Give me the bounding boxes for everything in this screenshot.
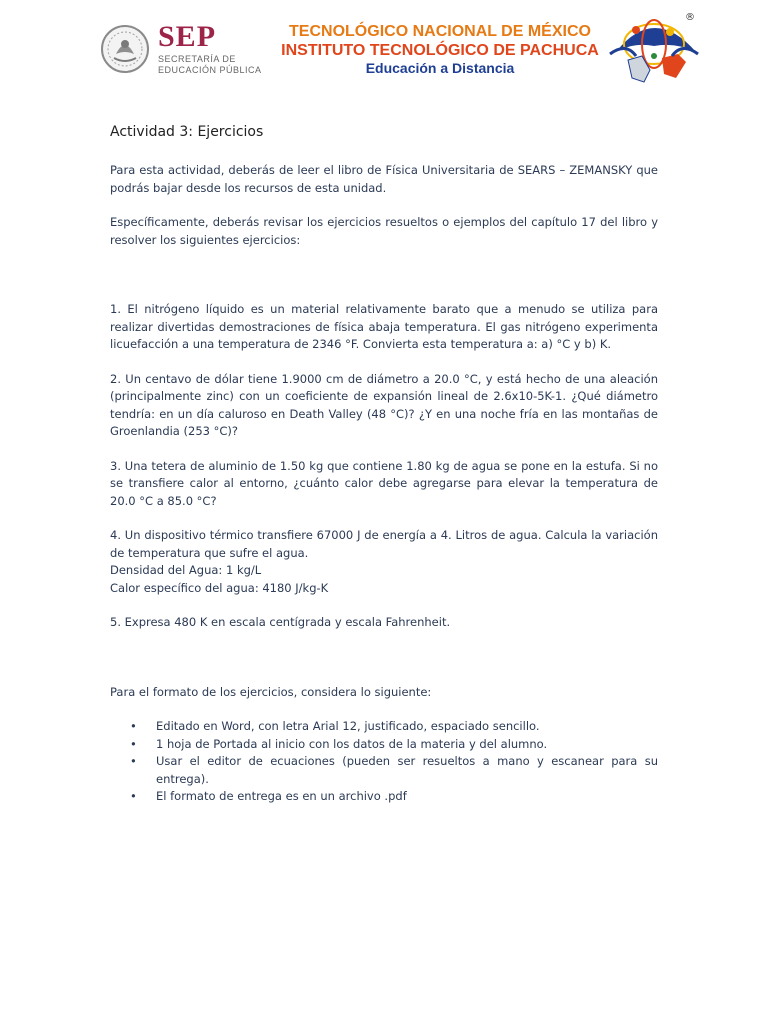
list-item-text: El formato de entrega es en un archivo .pdf (156, 789, 407, 803)
exercise-3: 3. Una tetera de aluminio de 1.50 kg que contiene 1.80 kg de agua se pone en la estufa. Si no se transfiere calor al entorno, ¿cuánto calor debe agregarse para elevar la temperatura de 20.0 °C a 85.0 °C? (110, 458, 658, 508)
document-header (0, 0, 768, 100)
document-body (110, 122, 658, 806)
list-item (110, 718, 658, 736)
exercise-4-specific-heat: Calor específico del agua: 4180 J/kg-K (110, 580, 329, 595)
intro-paragraph-2: Específicamente, deberás revisar los ejercicios resueltos o ejemplos del capítulo 17 del libro y resolver los siguientes ejercicios: (110, 215, 658, 247)
bullet-icon: • (130, 736, 137, 751)
bullet-icon: • (130, 719, 137, 733)
exercise-5: 5. Expresa 480 K en escala centígrada y escala Fahrenheit. (110, 615, 451, 629)
exercise-4-statement: 4. Un dispositivo térmico transfiere 67000 J de energía a 4. Litros de agua. Calcula la variación de temperatura que sufre el agua. (110, 528, 658, 560)
distance-education-label: Educación a Distancia (365, 60, 515, 76)
bullet-icon: • (130, 754, 137, 768)
exercise-4 (110, 527, 658, 597)
list-item-text: Usar el editor de ecuaciones (pueden ser resueltos a mano y escanear para su entrega). (156, 754, 658, 786)
format-requirements-list (110, 718, 658, 806)
tecnm-name: TECNOLÓGICO NACIONAL DE MÉXICO (289, 23, 591, 40)
mexico-seal-logo (100, 24, 150, 74)
list-item-text: 1 hoja de Portada al inicio con los datos de la materia y del alumno. (156, 736, 548, 751)
exercise-2: 2. Un centavo de dólar tiene 1.9000 cm de diámetro a 20.0 °C, y está hecho de una aleación (principalmente zinc) con un coeficiente de expansión lineal de 2.6x10-5K-1. ¿Qué diámetro tendría: en un día caluroso en Death Valley (48 °C)? ¿Y en una noche fría en las montañas de Groenlandia (253 °C)? (110, 371, 658, 438)
list-item-text: Editado en Word, con letra Arial 12, justificado, espaciado sencillo. (156, 719, 540, 733)
sep-subtitle-line2: EDUCACIÓN PÚBLICA (158, 65, 262, 75)
list-item (110, 788, 658, 806)
list-item (110, 736, 658, 754)
institution-heading (270, 22, 610, 77)
sep-subtitle (158, 54, 262, 76)
itp-logo (606, 12, 702, 88)
intro-paragraph-1: Para esta actividad, deberás de leer el libro de Física Universitaria de SEARS – ZEMANSKY que podrás bajar desde los recursos de esta unidad. (110, 163, 658, 195)
activity-title: Actividad 3: Ejercicios (110, 124, 264, 140)
list-item (110, 753, 658, 788)
registered-mark: ® (685, 12, 695, 23)
format-intro: Para el formato de los ejercicios, considera lo siguiente: (110, 684, 432, 699)
itp-name: INSTITUTO TECNOLÓGICO DE PACHUCA (281, 42, 599, 59)
sep-subtitle-line1: SECRETARÍA DE (158, 54, 236, 64)
exercise-1: 1. El nitrógeno líquido es un material relativamente barato que a menudo se utiliza para realizar divertidas demostraciones de física abaja temperatura. El gas nitrógeno experimenta licuefacción a una temperatura de 2346 °F. Convierta esta temperatura a: a) °C y b) K. (110, 302, 658, 351)
exercise-4-density: Densidad del Agua: 1 kg/L (110, 563, 262, 577)
bullet-icon: • (130, 789, 137, 803)
sep-logo-text: SEP (158, 20, 217, 53)
